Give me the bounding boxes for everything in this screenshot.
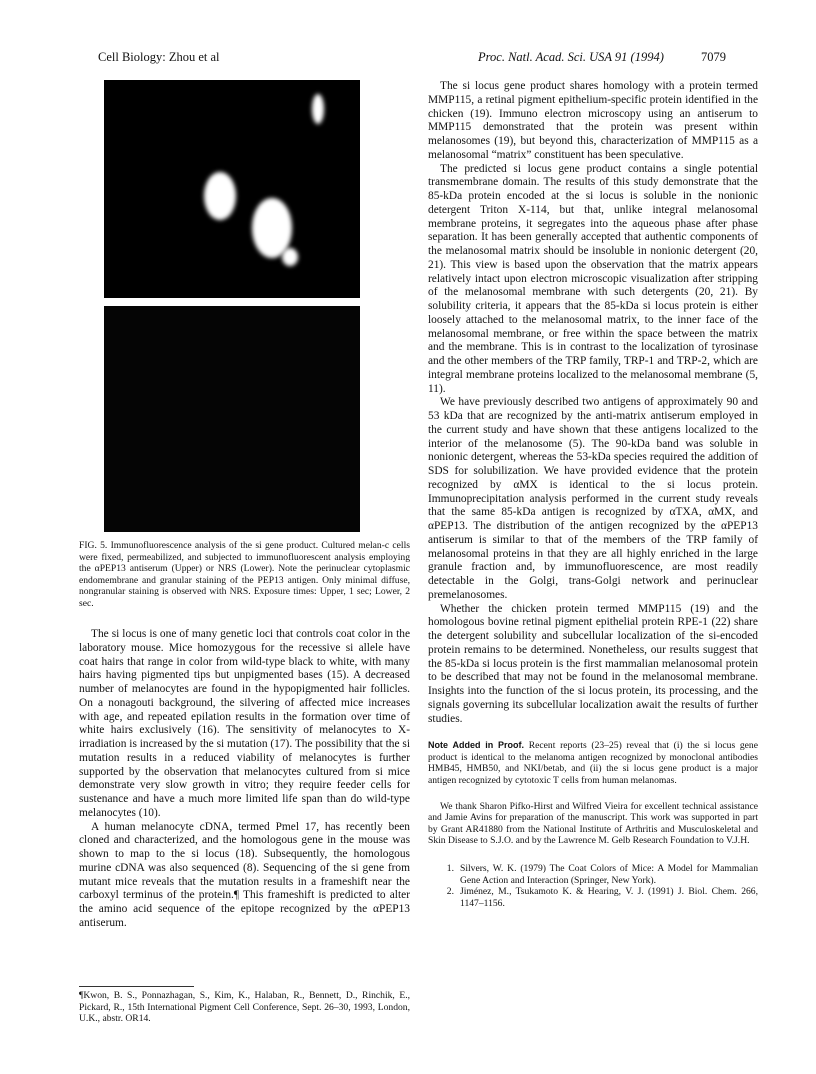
footnote: ¶Kwon, B. S., Ponnazhagan, S., Kim, K., Halaban, R., Bennett, D., Rinchik, E., Pickard, R., 15th International Pigment Cell Conference, Sept. 26–30, 1993, London, U.K., abstr. OR14. bbox=[79, 990, 410, 1025]
running-head: Cell Biology: Zhou et al bbox=[98, 50, 220, 64]
fluorescent-cell bbox=[282, 248, 298, 266]
reference-item bbox=[428, 886, 758, 909]
reference-number: 2. bbox=[446, 886, 454, 898]
body-paragraph: A human melanocyte cDNA, termed Pmel 17, has recently been cloned and characterized, and the homologous gene in the mouse was shown to map to the si locus (18). Subsequently, the homologous murine cDNA was also sequenced (8). Sequencing of the si gene from mutant mice reveals that the mutation results in a frameshift near the carboxyl terminus of the protein.¶ This frameshift is predicted to alter the amino acid sequence of the epitope recognized by the αPEP13 antiserum. bbox=[79, 820, 410, 929]
body-paragraph: The si locus gene product shares homology with a protein termed MMP115, a retinal pigment epithelium-specific protein identified in the chicken (19). Immuno electron microscopy using an antiserum to MMP115 demonstrated that the protein was present within melanosomes (19), but beyond this, characterization of MMP115 as a melanosomal “matrix” constituent has been speculative. bbox=[428, 80, 758, 161]
note-label: Note Added in Proof. bbox=[428, 740, 525, 751]
body-paragraph: The predicted si locus gene product contains a single potential transmembrane domain. The results of this study demonstrate that the 85-kDa protein encoded at the si locus is soluble in the nonionic detergent Triton X-114, but that, unlike integral melanosomal membrane proteins, it segregates into the aqueous phase after phase separation. It has been generally accepted that authentic components of the melanosomal matrix should be insoluble in nonionic detergent (20, 21). This view is based upon the observation that the matrix appears relatively intact upon electron microscopic visualization after stripping of the melanosomal membrane with such detergents (20, 21). By solubility criteria, it appears that the 85-kDa si locus protein is either loosely attached to the melanosomal matrix, to the inner face of the melanosomal membrane, or free within the space between the matrix and the membrane. This is in contrast to the localization of tyrosinase and the other members of the TRP family, TRP-1 and TRP-2, which are integral membrane proteins localized to the melanosomal membrane (5, 11). bbox=[428, 162, 758, 395]
body-paragraph: We have previously described two antigens of approximately 90 and 53 kDa that are recognized by the anti-matrix antiserum employed in the current study and have shown that these antigens localized to the interior of the melanosome (5). The 90-kDa band was soluble in nonionic detergent, whereas the 53-kDa species required the addition of SDS for solubilization. We have provided evidence that the protein recognized by αMX is identical to the si locus protein. Immunoprecipitation analysis performed in the current study reveals that the same 85-kDa antigen is recognized by αTXA, αMX, and αPEP13. The distribution of the antigen recognized by the αPEP13 antiserum is similar to that of the members of the TRP family of melanosomal proteins in that they are all highly enriched in the large granule fraction and, by immunofluorescence, are most readily detectable in the Golgi, trans-Golgi network and perinuclear premelanosomes. bbox=[428, 396, 758, 601]
figure-lower-panel bbox=[104, 306, 360, 532]
fluorescent-cell bbox=[312, 94, 324, 124]
body-paragraph: The si locus is one of many genetic loci that controls coat color in the laboratory mouse. Mice homozygous for the recessive si allele have coat hairs that range in color from wild-type black to white, with many hairs having pigmented tips but unpigmented bases (15). A decreased number of melanocytes are found in the hypopigmented hair follicles. On a nonagouti background, the silvering of affected mice increases with age, and repeated epilation results in the formation over time of white hairs exclusively (16). The sensitivity of melanocytes to X-irradiation is increased by the si mutation (17). The possibility that the si mutation results in a reduced viability of melanocytes is further supported by the observation that melanocytes cultured from si mice demonstrate very slow growth in vitro; they require feeder cells for sustenance and have a much more limited life span than do wild-type melanocytes (10). bbox=[79, 628, 411, 819]
fluorescent-cell bbox=[204, 172, 236, 220]
reference-text: Jiménez, M., Tsukamoto K. & Hearing, V. J. (1991) J. Biol. Chem. 266, 1147–1156. bbox=[460, 886, 758, 909]
reference-number: 1. bbox=[446, 863, 454, 874]
left-column-body bbox=[79, 628, 410, 931]
note-added-in-proof bbox=[428, 740, 758, 786]
figure-upper-panel bbox=[104, 80, 360, 298]
footnote-rule bbox=[79, 986, 194, 987]
reference-list bbox=[428, 863, 758, 909]
page-number: 7079 bbox=[701, 50, 726, 64]
reference-text: Silvers, W. K. (1979) The Coat Colors of Mice: A Model for Mammalian Gene Action and Interaction (Springer, New York). bbox=[460, 863, 758, 886]
right-column-body bbox=[428, 80, 758, 909]
note-text: Recent reports (23–25) reveal that (i) the si locus gene product is identical to the melanoma antigen recognized by monoclonal antibodies HMB45, HMB50, and NKI/betab, and (ii) the si locus gene product is a major antigen recognized by cytotoxic T cells from human melanomas. bbox=[428, 740, 758, 787]
body-paragraph: Whether the chicken protein termed MMP115 (19) and the homologous bovine retinal pigment epithelial protein RPE-1 (22) share the detergent solubility and subcellular localization of the si-encoded protein remains to be determined. Nonetheless, our results suggest that the 85-kDa si locus protein is the first mammalian melanosomal protein to be described that may not be found in the melanosomal membrane. Insights into the function of the si locus protein, its processing, and the signals governing its subcellular localization await the results of further studies. bbox=[428, 602, 758, 725]
figure-caption: FIG. 5. Immunofluorescence analysis of the si gene product. Cultured melan-c cells were fixed, permeabilized, and subjected to immunofluorescent analysis employing the αPEP13 antiserum (Upper) or NRS (Lower). Note the perinuclear cytoplasmic endomembrane and granular staining of the PEP13 antigen. Only minimal diffuse, nongranular staining is observed with NRS. Exposure times: Upper, 1 sec; Lower, 2 sec. bbox=[79, 540, 410, 609]
journal-citation: Proc. Natl. Acad. Sci. USA 91 (1994) bbox=[478, 50, 664, 64]
acknowledgment: We thank Sharon Pifko-Hirst and Wilfred Vieira for excellent technical assistance and Jamie Avins for preparation of the manuscript. This work was supported in part by Grant AR41880 from the National Institute of Arthritis and Musculoskeletal and Skin Disease to S.J.O. and by the Lawrence M. Gelb Research Foundation to V.J.H. bbox=[428, 800, 758, 847]
reference-item bbox=[428, 863, 758, 886]
journal-header bbox=[478, 50, 726, 65]
